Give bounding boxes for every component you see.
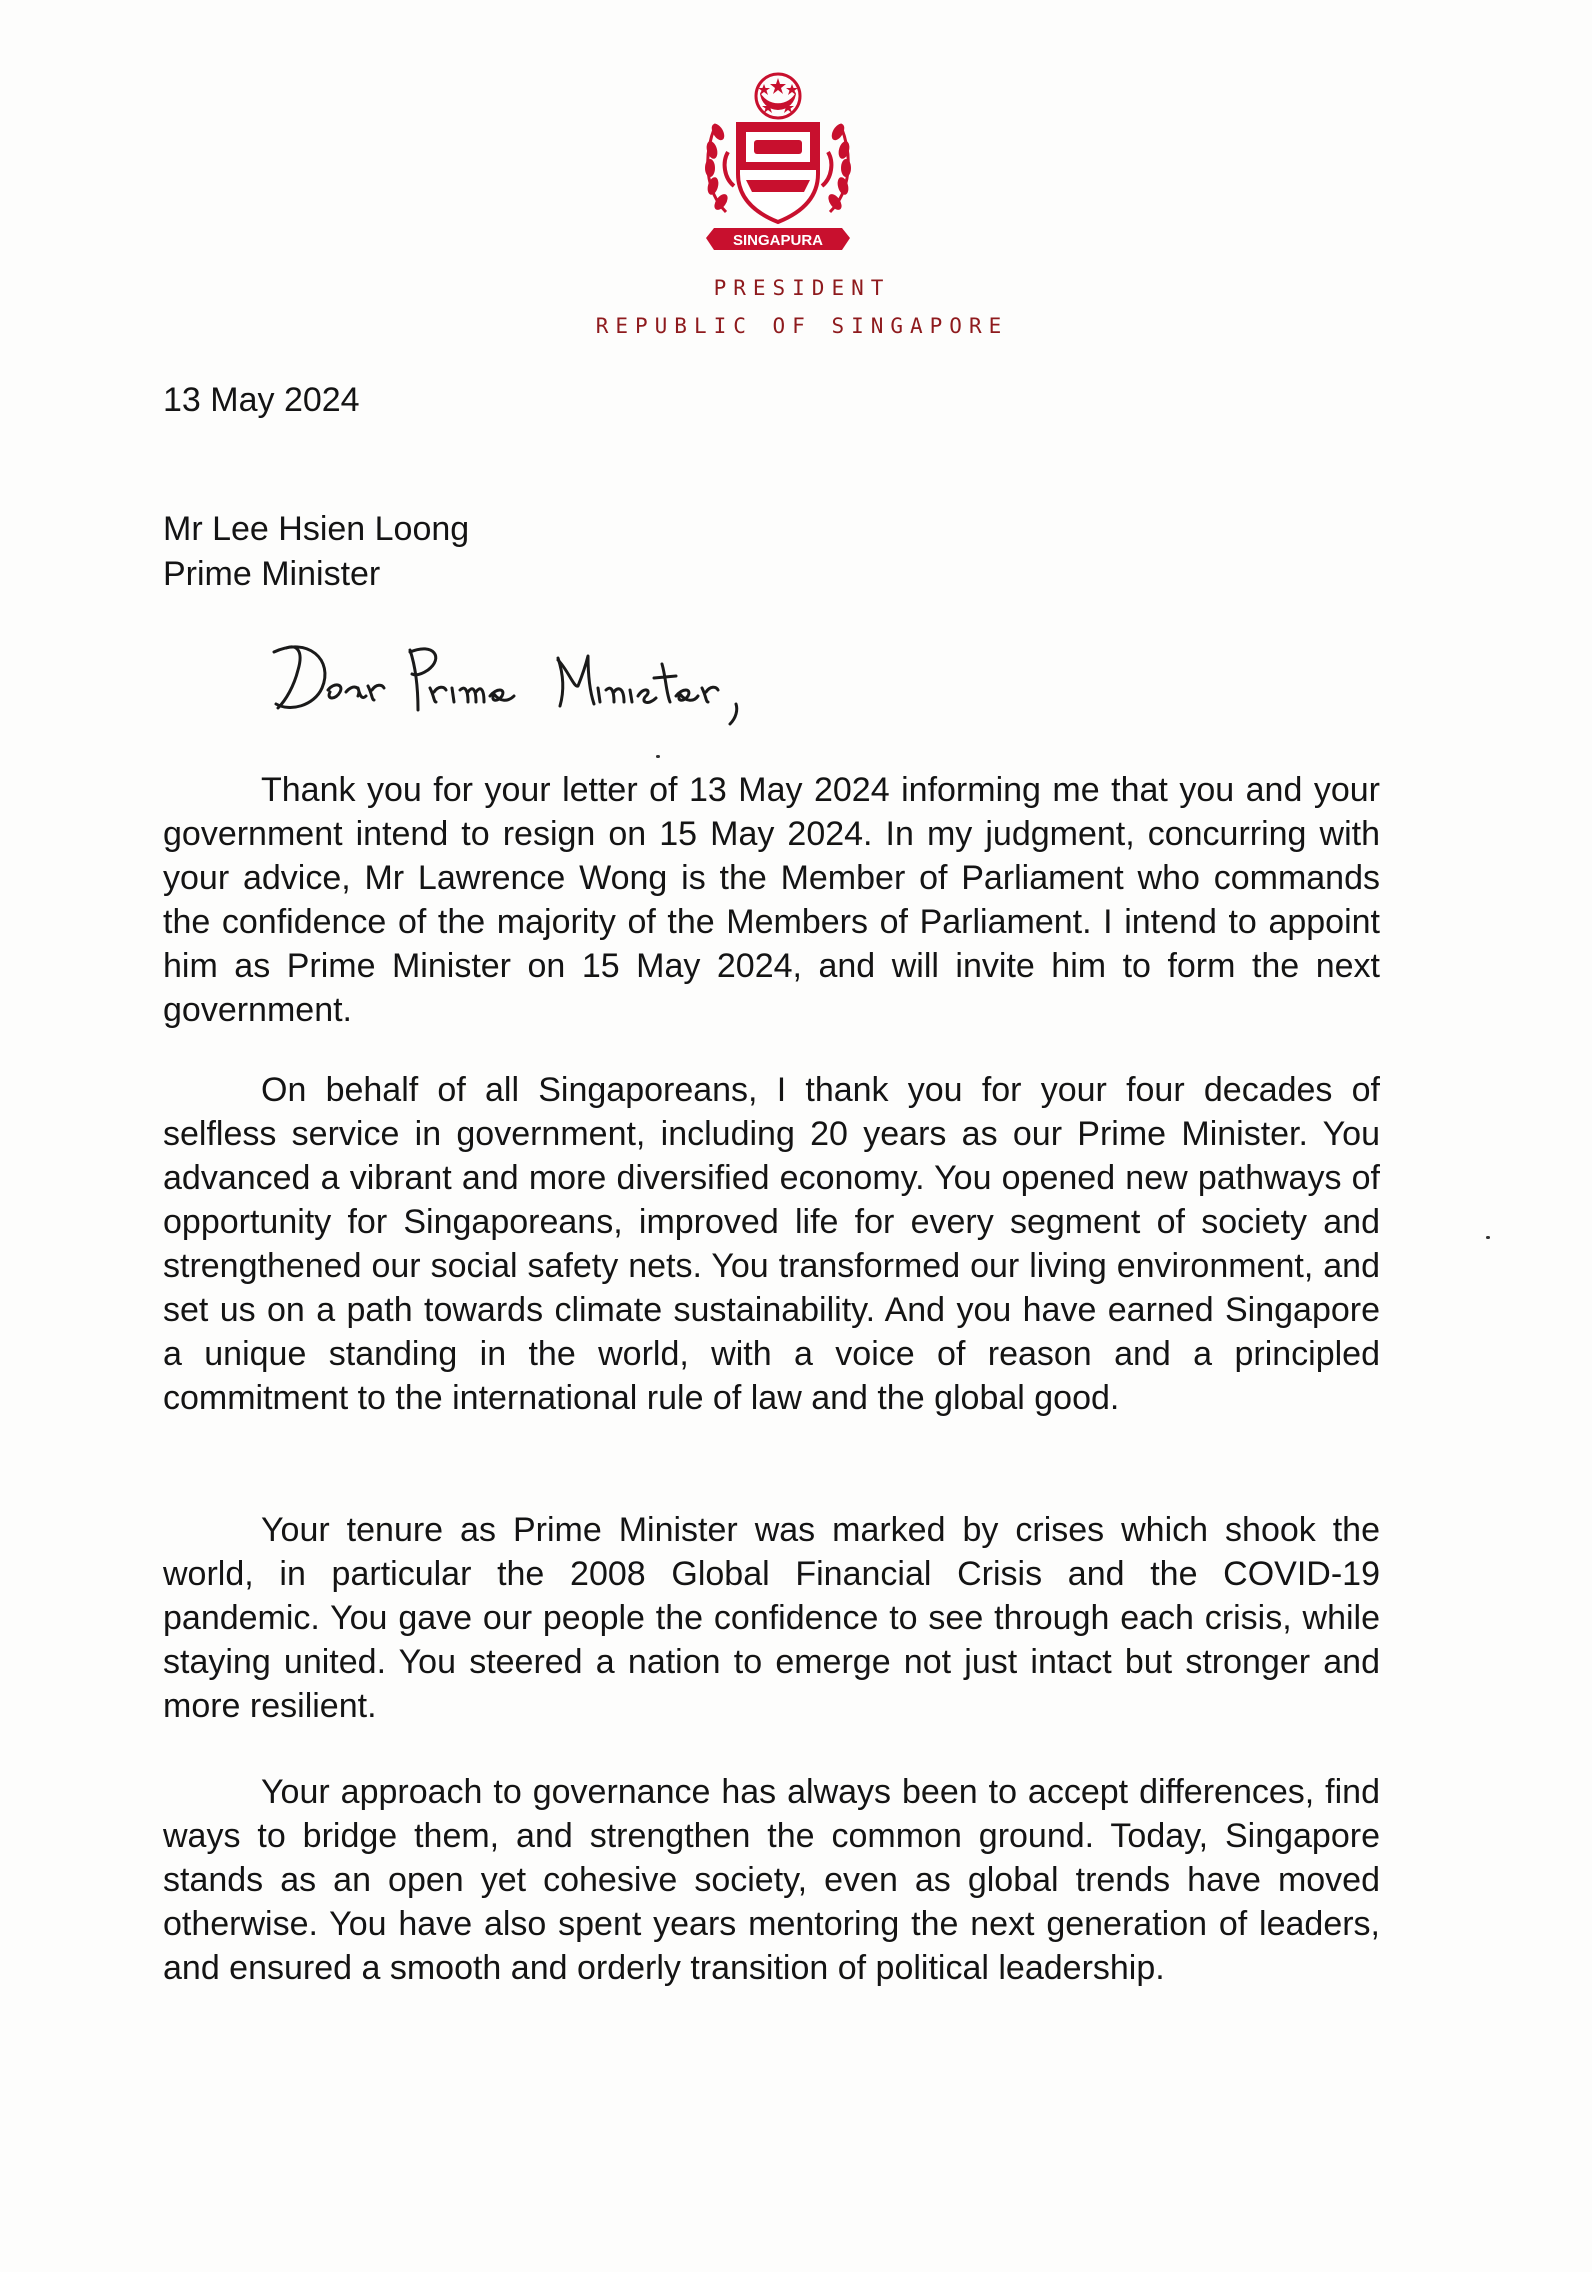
paragraph-2: On behalf of all Singaporeans, I thank you for your four decades of selfless service in government, including 20 years as our Prime Minister. You advanced a vibrant and more diversified economy. You opened new pathways of opportunity for Singaporeans, improved life for every segment of society and strengthened our social safety nets. You transformed our living environment, and set us on a path towards climate sustainability. And you have earned Singapore a unique standing in the world, with a voice of reason and a principled commitment to the international rule of law and the global good. <box>163 1071 1380 1417</box>
paragraph-1: Thank you for your letter of 13 May 2024 informing me that you and your government intend to resign on 15 May 2024. In my judgment, concurring with your advice, Mr Lawrence Wong is the Member of Parliament who commands the confidence of the majority of the Members of Parliament. I intend to appoint him as Prime Minister on 15 May 2024, and will invite him to form the next government. <box>163 771 1380 1029</box>
recipient-name: Mr Lee Hsien Loong <box>163 510 470 548</box>
paragraph-3: Your tenure as Prime Minister was marked by crises which shook the world, in particular the 2008 Global Financial Crisis and the COVID-19 pandemic. You gave our people the confidence to see through each crisis, while staying united. You steered a nation to emerge not just intact but stronger and more resilient. <box>163 1511 1380 1725</box>
letterhead-subtitle: REPUBLIC OF SINGAPORE <box>595 314 1009 338</box>
paragraph-4: Your approach to governance has always been to accept differences, find ways to bridge them, and strengthen the common ground. Today, Singapore stands as an open yet cohesive society, even as global trends have moved otherwise. You have also spent years mentoring the next generation of leaders, and ensured a smooth and orderly transition of political leadership. <box>163 1773 1380 1987</box>
coat-of-arms-icon <box>688 62 868 262</box>
crest-banner-text: SINGAPURA <box>732 232 824 249</box>
letterhead-title: PRESIDENT <box>713 276 891 300</box>
scan-speck <box>1486 1236 1490 1239</box>
handwritten-salutation <box>268 630 768 740</box>
recipient-block <box>163 507 469 597</box>
recipient-title: Prime Minister <box>163 555 381 593</box>
scan-speck <box>656 755 660 758</box>
letter-date: 13 May 2024 <box>163 381 360 419</box>
